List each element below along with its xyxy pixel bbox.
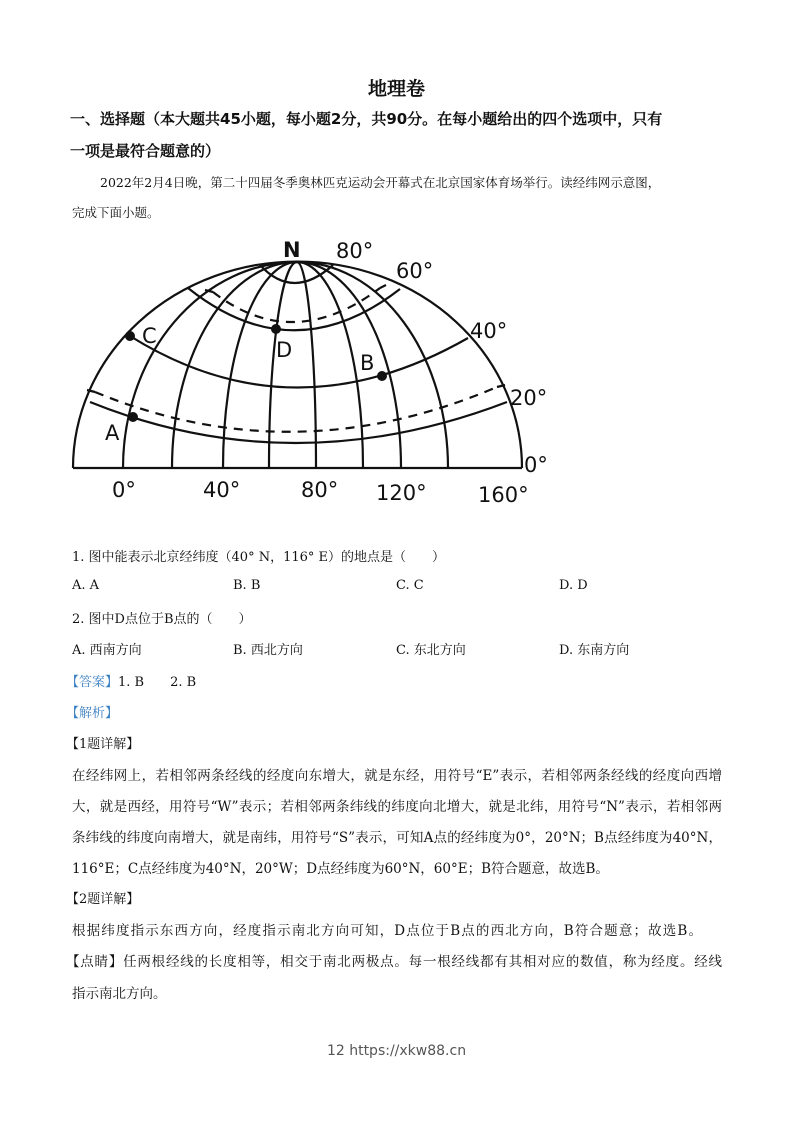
intro-text: 2022年2月4日晚，第二十四届冬季奥林匹克运动会开幕式在北京国家体育场举行。读经纬网示意图，	[100, 175, 661, 190]
point-d-marker	[271, 324, 281, 334]
answer-line	[66, 671, 196, 690]
detail-1-line: 116°E；C点经纬度为40°N，20°W；D点经纬度为60°N，60°E；B符合题意，故选B。	[72, 861, 609, 877]
meridian-line	[297, 262, 316, 468]
point-d-label: D	[276, 338, 293, 362]
answer-text: 1. B 2. B	[118, 675, 197, 690]
page-footer: 12 https://xkw88.cn	[326, 1043, 467, 1059]
meridians	[123, 262, 448, 468]
point-b-marker	[377, 371, 387, 381]
lat-label-60: 60°	[396, 259, 434, 283]
point-c-marker	[125, 331, 135, 341]
question-1-option-c[interactable]: C. C	[396, 578, 424, 593]
parallel-20	[90, 402, 507, 443]
point-a-label: A	[105, 421, 120, 445]
graticule-lines	[73, 262, 522, 468]
question-2-option-c[interactable]: C. 东北方向	[396, 643, 466, 658]
meridian-line	[223, 262, 297, 468]
question-1-option-d[interactable]: D. D	[559, 578, 588, 593]
lat-label-0: 0°	[524, 453, 548, 477]
page-title: 地理卷	[367, 78, 425, 100]
lat-label-40: 40°	[470, 319, 508, 343]
detail-1-line: 大，就是西经，用符号“W”表示；若相邻两条纬线的纬度向北增大，就是北纬，用符号“N”表示，若相邻两	[72, 799, 722, 815]
analysis-label: 【解析】	[66, 706, 119, 721]
point-b-label: B	[360, 351, 375, 375]
parallel-60	[188, 288, 400, 330]
detail-1-line: 在经纬网上，若相邻两条经线的经度向东增大，就是东经，用符号“E”表示，若相邻两条经线的经度向西增	[72, 768, 722, 784]
question-1-option-a[interactable]: A. A	[72, 578, 100, 593]
point-a-marker	[128, 412, 138, 422]
point-c-label: C	[142, 324, 157, 348]
lon-label-0: 0°	[112, 478, 136, 502]
lat-label-80: 80°	[336, 239, 374, 263]
lon-label-80: 80°	[301, 478, 339, 502]
tip-line	[66, 950, 722, 970]
lat-label-20: 20°	[510, 386, 548, 410]
detail-2-label: 【2题详解】	[66, 892, 140, 907]
detail-1-line: 条纬线的纬度向南增大，就是南纬，用符号“S”表示，可知A点的经纬度为0°，20°N；B点经纬度为40°N，	[72, 830, 722, 846]
tip-label: 【点睛】	[66, 954, 124, 970]
question-2-option-b[interactable]: B. 西北方向	[233, 643, 303, 658]
detail-1-label: 【1题详解】	[66, 737, 140, 752]
section-header-cont: 一项是最符合题意的）	[70, 142, 221, 160]
question-2-option-a[interactable]: A. 西南方向	[72, 643, 142, 658]
question-1-stem: 1. 图中能表示北京经纬度（40° N，116° E）的地点是（ ）	[72, 550, 446, 565]
meridian-line	[172, 262, 297, 468]
question-1-option-b[interactable]: B. B	[233, 578, 261, 593]
lon-label-40: 40°	[203, 478, 241, 502]
tip-line-cont: 指示南北方向。	[72, 986, 167, 1002]
graticule-diagram	[0, 0, 793, 520]
question-2-option-d[interactable]: D. 东南方向	[559, 643, 630, 658]
tip-text: 任两根经线的长度相等，相交于南北两极点。每一根经线都有其相对应的数值，称为经度。经线	[123, 954, 723, 970]
section-header: 一、选择题（本大题共45小题，每小题2分，共90分。在每小题给出的四个选项中，只有	[70, 110, 663, 128]
answer-label: 【答案】	[66, 675, 119, 690]
lon-label-120: 120°	[376, 481, 427, 505]
intro-text-cont: 完成下面小题。	[72, 205, 160, 220]
pole-label: N	[283, 238, 301, 262]
hemisphere-outline	[73, 262, 522, 468]
meridian-line	[269, 262, 297, 468]
lon-label-160: 160°	[478, 483, 529, 507]
question-2-stem: 2. 图中D点位于B点的（ ）	[72, 612, 252, 627]
detail-2-line: 根据纬度指示东西方向，经度指示南北方向可知，D点位于B点的西北方向，B符合题意；故选B。	[72, 923, 702, 939]
